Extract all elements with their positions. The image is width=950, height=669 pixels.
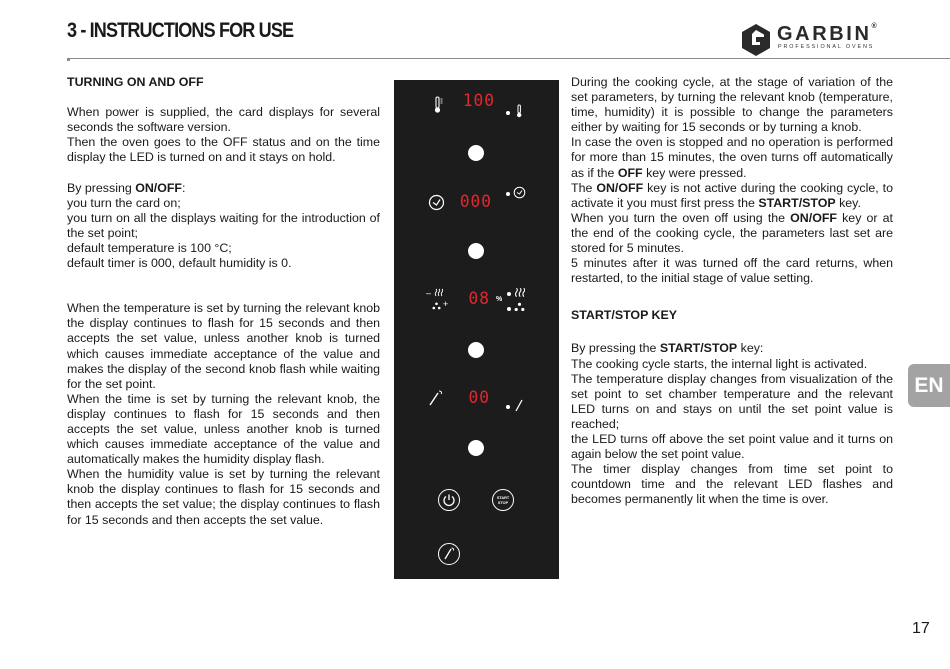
garbin-logo-icon — [739, 22, 773, 56]
page-title: 3 - INSTRUCTIONS FOR USE — [67, 19, 294, 42]
paragraph: The timer display changes from time set point to countdown time and the relevant LED flashes and becomes permanently lit when the time is over. — [571, 462, 893, 507]
paragraph: When the temperature is set by turning the relevant knob the display continues to flash for 15 seconds and then accepts the set value, unless another knob is turned which causes immediate acceptance of the value and makes the display of the second knob flash while waiting for the set point. — [67, 301, 380, 391]
section-heading-turning-on-off: TURNING ON AND OFF — [67, 75, 204, 89]
paragraph: By pressing ON/OFF: — [67, 180, 186, 195]
paragraph: When you turn the oven off using the ON/OFF key or at the end of the cooking cycle, the parameters last set are stored for 5 minutes. — [571, 210, 893, 256]
core-probe-led — [506, 405, 510, 409]
on-off-button[interactable] — [438, 489, 460, 511]
paragraph: During the cooking cycle, at the stage of variation of the set parameters, by turning the relevant knob (temperature, time, humidity) it is possible to change the parameters either by waiting for 15 seconds or by turning a knob. — [571, 75, 893, 135]
humidity-display: 08 — [468, 289, 490, 309]
right-column — [571, 75, 893, 507]
left-column — [67, 75, 380, 528]
power-icon — [439, 490, 459, 510]
steam-led — [507, 292, 511, 296]
steam-small-icon — [514, 287, 525, 298]
droplets-icon — [432, 302, 441, 310]
control-panel-image — [394, 80, 559, 579]
clock-icon — [428, 194, 445, 211]
list-item: you turn the card on; — [67, 195, 181, 210]
timer-led — [506, 192, 510, 196]
paragraph: The temperature display changes from visualization of the set point to set chamber temperature and the relevant LED turns on and stays on until the set point value is reached; — [571, 371, 893, 431]
thermometer-small-icon — [515, 104, 524, 118]
steam-icon — [434, 288, 443, 297]
list-item: default temperature is 100 °C; — [67, 241, 232, 256]
core-probe-knob[interactable] — [468, 440, 484, 456]
humidity-plus-label: + — [443, 299, 449, 309]
list-item: you turn on all the displays waiting for the introduction of the set point; — [67, 210, 380, 240]
core-probe-display: 00 — [468, 388, 490, 408]
start-stop-button[interactable] — [492, 489, 514, 511]
page-number: 17 — [912, 620, 930, 637]
garbin-logo — [739, 22, 889, 56]
header-divider — [67, 58, 950, 59]
list-item: default timer is 000, default humidity is 0. — [67, 256, 292, 271]
paragraph: 5 minutes after it was turned off the card returns, when restarted, to the initial stage of value setting. — [571, 256, 893, 286]
clock-small-icon — [513, 186, 526, 199]
timer-display: 000 — [459, 192, 492, 212]
paragraph: The ON/OFF key is not active during the cooking cycle, to activate it you must first press the START/STOP key. — [571, 180, 894, 210]
logo-tagline: PROFESSIONAL OVENS — [778, 44, 875, 50]
section-heading-start-stop: START/STOP KEY — [571, 308, 678, 323]
temperature-display: 100 — [462, 91, 495, 111]
timer-knob[interactable] — [468, 243, 484, 259]
paragraph: When power is supplied, the card displays for several seconds the software version. — [67, 105, 380, 135]
paragraph: In case the oven is stopped and no operation is performed for more than 15 minutes, the oven turns off automatically as if the OFF key were pressed. — [571, 135, 893, 180]
paragraph: When the time is set by turning the relevant knob, the display continues to flash for 15 seconds and then accepts the set value, unless another knob is turned which causes immediate acceptance of the value and automatically makes the humidity display flash. — [67, 391, 380, 467]
humidity-percent-label: % — [496, 296, 503, 303]
core-probe-button[interactable] — [438, 543, 460, 565]
core-probe-icon — [428, 389, 444, 407]
temperature-knob[interactable] — [468, 145, 484, 161]
paragraph: The cooking cycle starts, the internal light is activated. — [571, 356, 868, 371]
thermometer-icon — [432, 96, 444, 114]
temperature-led — [506, 111, 510, 115]
start-stop-button-label: START STOP — [496, 496, 510, 505]
probe-button-icon — [439, 544, 459, 564]
humidity-minus-label: – — [426, 288, 432, 298]
header-divider-dot — [67, 58, 70, 61]
language-tab: EN — [908, 364, 950, 407]
paragraph: the LED turns off above the set point value and it turns on again below the set point value. — [571, 431, 893, 462]
paragraph: By pressing the START/STOP key: — [571, 341, 764, 356]
paragraph: Then the oven goes to the OFF status and on the time display the LED is turned on and it stays on hold. — [67, 135, 380, 165]
core-probe-small-icon — [514, 398, 524, 413]
logo-wordmark: GARBIN® — [777, 23, 877, 45]
humidity-knob[interactable] — [468, 342, 484, 358]
paragraph: When the humidity value is set by turning the relevant knob the display continues to flash for 15 seconds and then accepts the set value; the display continues to flash for 15 seconds and then accepts the set value. — [67, 467, 380, 527]
droplets-small-icon — [514, 302, 525, 312]
droplets-led — [507, 307, 511, 311]
